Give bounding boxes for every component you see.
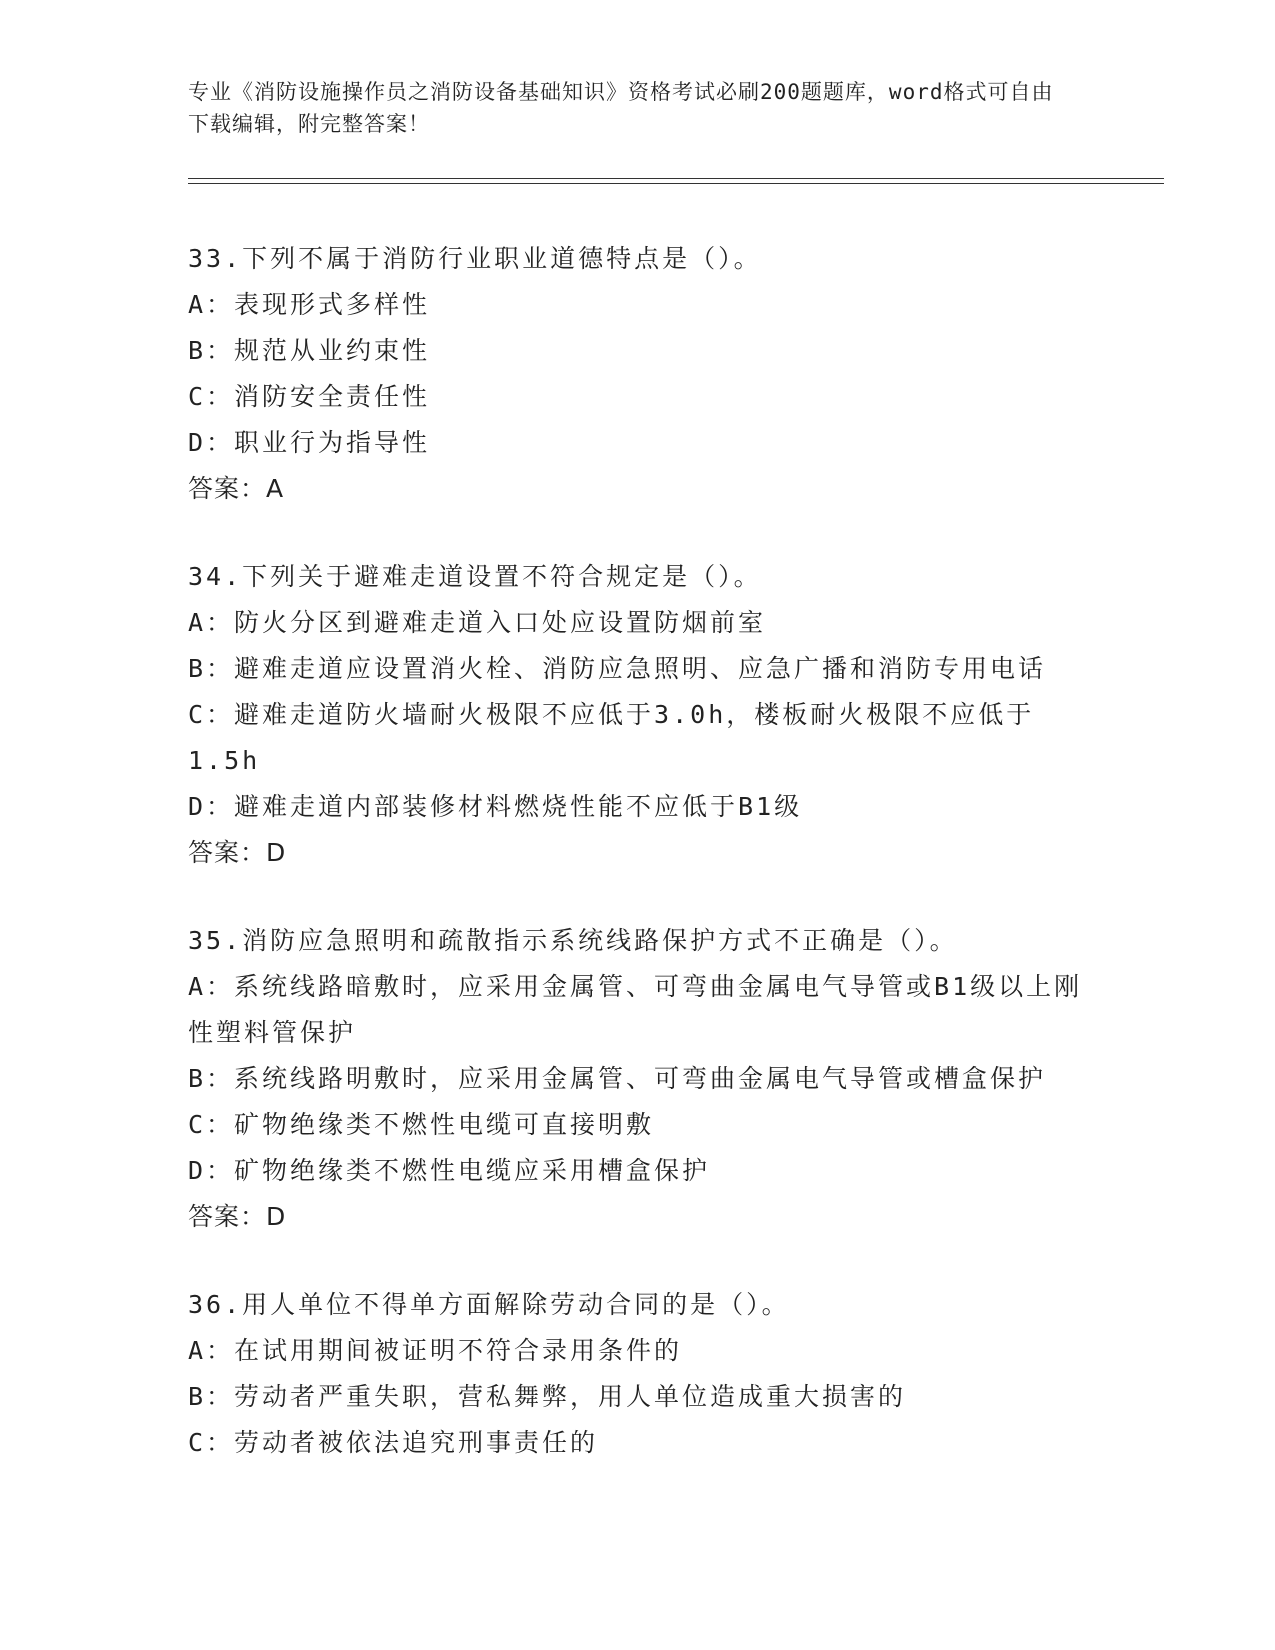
question-34 bbox=[188, 554, 1088, 876]
question-36 bbox=[188, 1282, 1088, 1466]
option-b: B：系统线路明敷时，应采用金属管、可弯曲金属电气导管或槽盒保护 bbox=[188, 1064, 1047, 1093]
document-intro: 专业《消防设施操作员之消防设备基础知识》资格考试必刷200题题库，word格式可自由下载编辑，附完整答案！ bbox=[188, 80, 1054, 136]
question-35 bbox=[188, 918, 1088, 1240]
option-c: C：消防安全责任性 bbox=[188, 382, 431, 411]
option-c: C：矿物绝缘类不燃性电缆可直接明敷 bbox=[188, 1110, 655, 1139]
option-b: B：规范从业约束性 bbox=[188, 336, 431, 365]
question-stem: 33.下列不属于消防行业职业道德特点是（）。 bbox=[188, 244, 762, 273]
question-stem: 35.消防应急照明和疏散指示系统线路保护方式不正确是（）。 bbox=[188, 926, 958, 955]
option-c: C：避难走道防火墙耐火极限不应低于3.0h，楼板耐火极限不应低于1.5h bbox=[188, 700, 1035, 775]
option-c: C：劳动者被依法追究刑事责任的 bbox=[188, 1428, 599, 1457]
question-stem: 36.用人单位不得单方面解除劳动合同的是（）。 bbox=[188, 1290, 790, 1319]
question-list bbox=[188, 236, 1088, 1508]
option-b: B：避难走道应设置消火栓、消防应急照明、应急广播和消防专用电话 bbox=[188, 654, 1047, 683]
option-a: A：在试用期间被证明不符合录用条件的 bbox=[188, 1336, 683, 1365]
question-33 bbox=[188, 236, 1088, 512]
header-divider-top bbox=[188, 178, 1164, 179]
option-a: A：表现形式多样性 bbox=[188, 290, 431, 319]
answer: 答案：D bbox=[188, 1202, 287, 1231]
question-stem: 34.下列关于避难走道设置不符合规定是（）。 bbox=[188, 562, 762, 591]
option-d: D：职业行为指导性 bbox=[188, 428, 431, 457]
option-b: B：劳动者严重失职，营私舞弊，用人单位造成重大损害的 bbox=[188, 1382, 907, 1411]
option-a: A：防火分区到避难走道入口处应设置防烟前室 bbox=[188, 608, 767, 637]
header-divider-bottom bbox=[188, 183, 1164, 184]
option-d: D：矿物绝缘类不燃性电缆应采用槽盒保护 bbox=[188, 1156, 711, 1185]
answer: 答案：A bbox=[188, 474, 285, 503]
answer: 答案：D bbox=[188, 838, 287, 867]
option-a: A：系统线路暗敷时，应采用金属管、可弯曲金属电气导管或B1级以上刚性塑料管保护 bbox=[188, 972, 1083, 1047]
option-d: D：避难走道内部装修材料燃烧性能不应低于B1级 bbox=[188, 792, 803, 821]
